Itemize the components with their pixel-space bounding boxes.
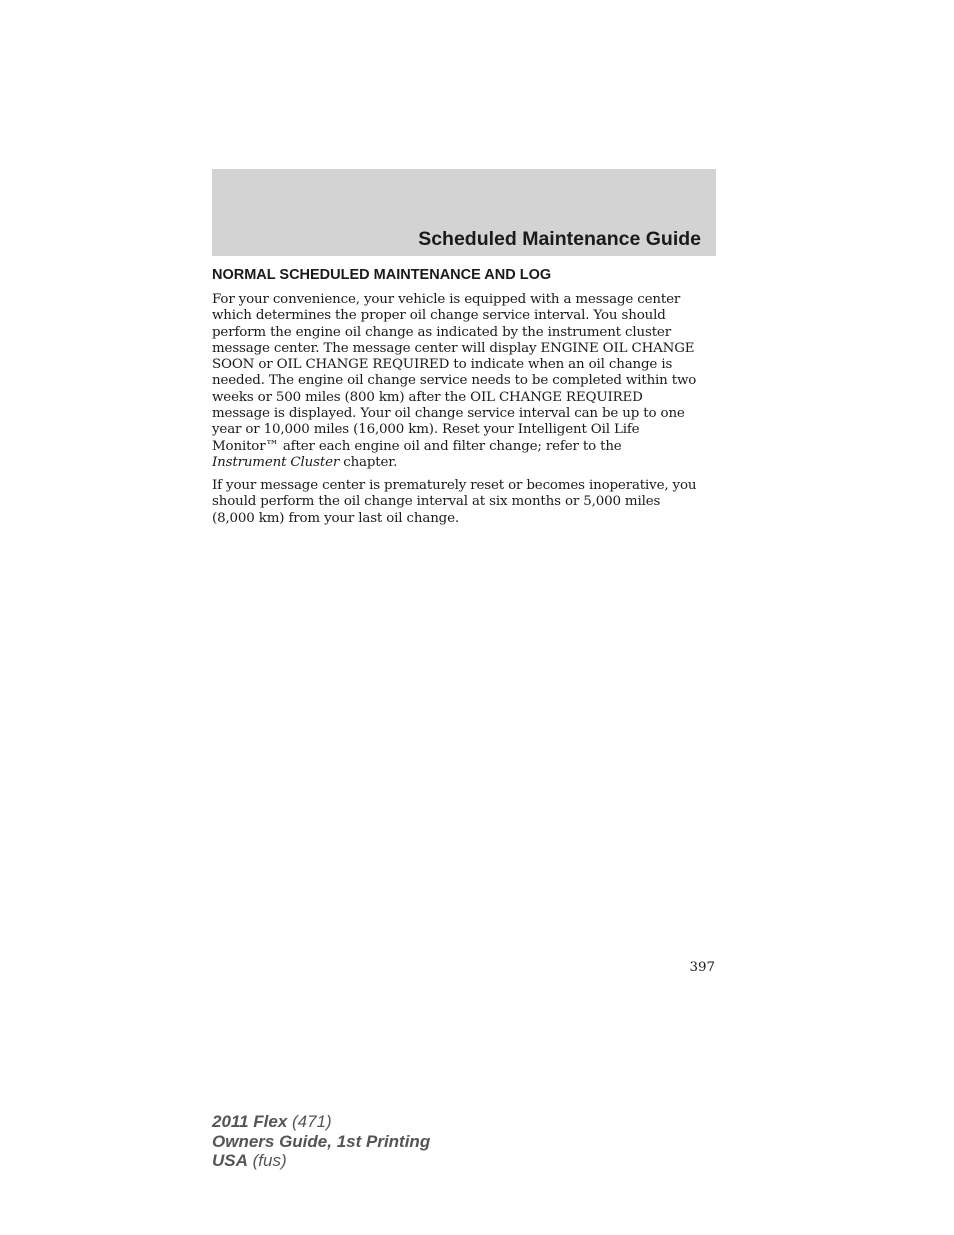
chapter-title: Scheduled Maintenance Guide xyxy=(418,228,701,250)
text-line: (8,000 km) from your last oil change. xyxy=(212,510,459,526)
text-line: which determines the proper oil change service interval. You should xyxy=(212,308,666,324)
footer-market-code: (fus) xyxy=(247,1151,287,1170)
footer-guide-printing: Owners Guide, 1st Printing xyxy=(212,1131,431,1151)
section-heading: NORMAL SCHEDULED MAINTENANCE AND LOG xyxy=(212,267,552,283)
text-line: SOON or OIL CHANGE REQUIRED to indicate when an oil change is xyxy=(212,357,673,373)
footer-line-model xyxy=(212,1112,430,1132)
text-line: Monitor™ after each engine oil and filter change; refer to the xyxy=(212,438,622,454)
document-footer xyxy=(212,1112,430,1171)
paragraph-reset-info xyxy=(212,478,716,527)
paragraph-oil-change-info xyxy=(212,292,716,471)
text-line: If your message center is prematurely reset or becomes inoperative, you xyxy=(212,478,697,493)
text-line: message center. The message center will display ENGINE OIL CHANGE xyxy=(212,340,695,356)
footer-line-market xyxy=(212,1151,430,1171)
footer-market: USA xyxy=(212,1151,248,1170)
text-line: For your convenience, your vehicle is equipped with a message center xyxy=(212,292,681,307)
page-number: 397 xyxy=(689,960,715,975)
text-line: should perform the oil change interval at six months or 5,000 miles xyxy=(212,494,661,510)
instrument-cluster-reference: Instrument Cluster xyxy=(212,454,340,470)
text-line: year or 10,000 miles (16,000 km). Reset your Intelligent Oil Life xyxy=(212,422,640,438)
chapter-header-band xyxy=(212,169,716,256)
text-line-last xyxy=(212,455,716,471)
footer-model-code: (471) xyxy=(287,1112,332,1131)
text-line: perform the engine oil change as indicated by the instrument cluster xyxy=(212,324,671,340)
footer-model: 2011 Flex xyxy=(212,1112,288,1131)
text-line: message is displayed. Your oil change service interval can be up to one xyxy=(212,406,685,422)
text-line: needed. The engine oil change service needs to be completed within two xyxy=(212,373,697,389)
footer-line-guide xyxy=(212,1132,430,1152)
chapter-word: chapter. xyxy=(339,454,398,470)
text-line: weeks or 500 miles (800 km) after the OIL CHANGE REQUIRED xyxy=(212,389,643,405)
